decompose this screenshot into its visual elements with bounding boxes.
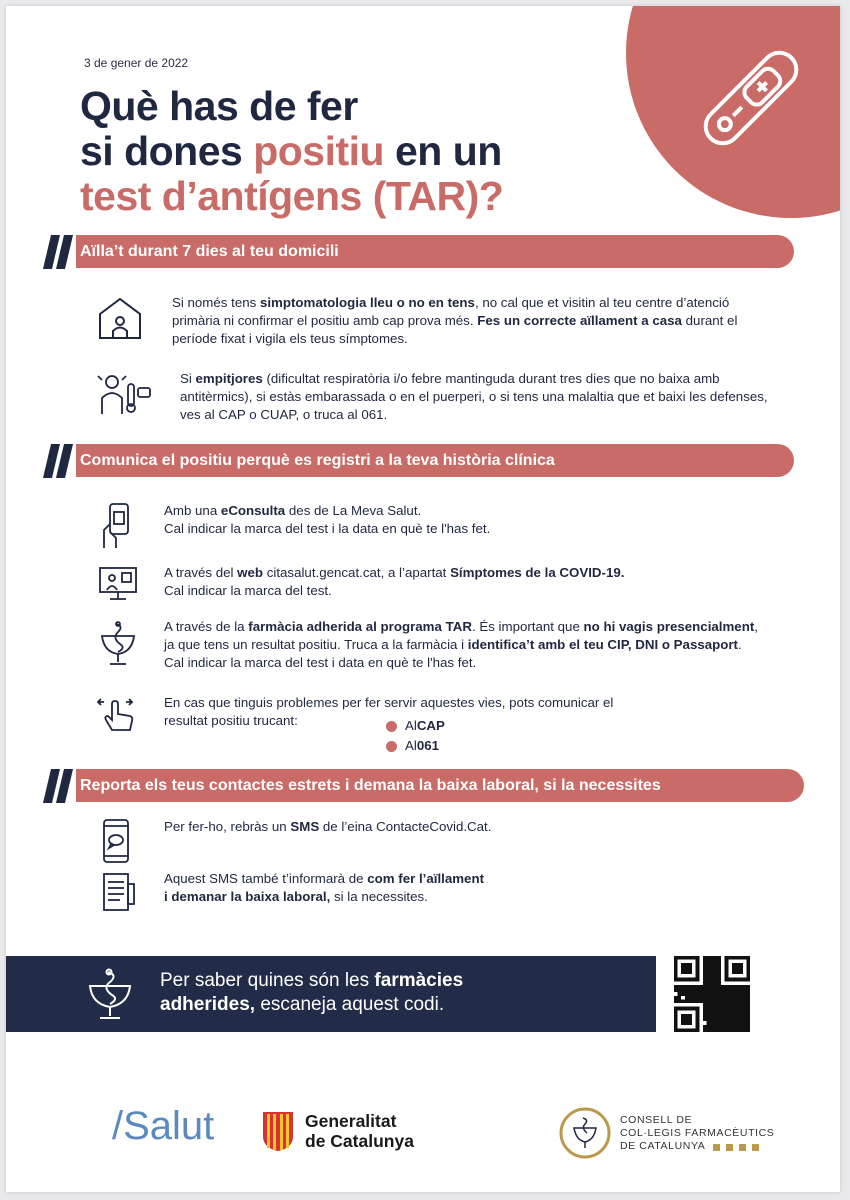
consell-line-1: CONSELL DE	[620, 1113, 693, 1126]
computer-screen-icon	[96, 564, 152, 609]
section-3-item-1	[96, 818, 796, 871]
double-slash-icon	[6, 769, 76, 802]
section-2-heading-band	[6, 444, 794, 477]
section-2-item-1	[96, 502, 796, 557]
section-3-heading-band	[6, 769, 804, 802]
consell-line-2: COL·LEGIS FARMACÈUTICS	[620, 1126, 775, 1139]
section-1-item-1-text: Si només tens simptomatologia lleu o no en tens, no cal que et visitin al teu centre d’atenció primària ni confirmar el positiu amb cap prova més. Fes un correcte aïllament a casa durant el període fixat i vigila els teus símptomes.	[172, 295, 738, 346]
consell-line-3: DE CATALUNYA	[620, 1139, 706, 1152]
section-2-item-2-text: A través del web citasalut.gencat.cat, a l’apartat Símptomes de la COVID-19. Cal indicar la marca del test.	[164, 565, 625, 598]
title-highlight: positiu	[253, 128, 385, 174]
page-title	[80, 84, 503, 219]
section-2-item-3	[96, 618, 796, 673]
document-report-icon	[96, 870, 152, 919]
section-3-heading: Reporta els teus contactes estrets i demana la baixa laboral, si la necessites	[76, 769, 804, 802]
banner-text: Per saber quines són les farmàcies adherides, escaneja aquest codi.	[160, 970, 464, 1015]
pharmacy-icon	[96, 618, 152, 673]
sms-phone-icon	[96, 818, 152, 871]
bullet-dot	[386, 741, 397, 752]
section-2-item-4-text: En cas que tinguis problemes per fer servir aquestes vies, pots comunicar el resultat positiu trucant:	[164, 695, 614, 728]
section-1-item-2-text: Si empitjores (dificultat respiratòria i/o febre mantinguda durant tres dies que no baixa amb antitèrmics), si estàs embarassada o en el puerperi, o si tens una malaltia que et baixi les defenses, ves al CAP o CUAP, o truca al 061.	[180, 371, 768, 422]
header-circle	[626, 6, 840, 218]
section-3-item-1-text: Per fer-ho, rebràs un SMS de l’eina ContacteCovid.Cat.	[164, 819, 492, 834]
section-2-item-2	[96, 564, 796, 609]
section-2-item-4	[96, 694, 796, 743]
consell-logo	[558, 1106, 774, 1160]
home-icon	[96, 294, 152, 348]
salut-logo: /Salut	[112, 1104, 215, 1148]
sick-person-thermometer-icon	[96, 370, 152, 424]
consell-emblem-icon	[558, 1106, 612, 1160]
section-1-heading-band	[6, 235, 794, 268]
section-1-item-1	[96, 294, 796, 348]
bullet-dot	[386, 721, 397, 732]
mobile-phone-hand-icon	[96, 502, 152, 557]
title-line-2c: en un	[384, 128, 502, 174]
touch-hand-icon	[96, 694, 152, 743]
title-line-3: test d’antígens (TAR)?	[80, 173, 504, 219]
qr-code[interactable]	[674, 956, 750, 1032]
call-options-list	[386, 716, 445, 756]
date: 3 de gener de 2022	[84, 56, 189, 70]
list-item: Al 061	[386, 736, 445, 756]
section-2-item-3-text: A través de la farmàcia adherida al programa TAR. És important que no hi vagis presencialment, ja que tens un resultat positiu. Truca a la farmàcia i identifica’t amb el teu CIP, DNI o Passaport. Cal indicar la marca del test i data en què te l'has fet.	[164, 619, 758, 670]
double-slash-icon	[6, 444, 76, 477]
antigen-test-icon	[686, 33, 816, 163]
section-3-item-2-text: Aquest SMS també t’informarà de com fer l’aïllament i demanar la baixa laboral, si la necessites.	[164, 871, 485, 904]
section-3-item-2	[96, 870, 796, 919]
section-2-heading: Comunica el positiu perquè es registri a la teva història clínica	[76, 444, 794, 477]
generalitat-line-1: Generalitat	[305, 1111, 397, 1131]
title-line-1: Què has de fer	[80, 83, 358, 129]
generalitat-logo	[261, 1110, 414, 1152]
section-2-item-1-text: Amb una eConsulta des de La Meva Salut. Cal indicar la marca del test i la data en què te l'has fet.	[164, 503, 491, 536]
section-1-heading: Aïlla’t durant 7 dies al teu domicili	[76, 235, 794, 268]
list-item: Al CAP	[386, 716, 445, 736]
double-slash-icon	[6, 235, 76, 268]
section-1-item-2	[96, 370, 796, 424]
poster	[6, 6, 840, 1192]
generalitat-line-2: de Catalunya	[305, 1131, 414, 1151]
gold-squares	[713, 1144, 759, 1151]
generalitat-emblem-icon	[261, 1110, 295, 1152]
pharmacy-icon	[84, 966, 136, 1022]
pharmacy-qr-banner	[6, 956, 656, 1032]
title-line-2a: si dones	[80, 128, 254, 174]
